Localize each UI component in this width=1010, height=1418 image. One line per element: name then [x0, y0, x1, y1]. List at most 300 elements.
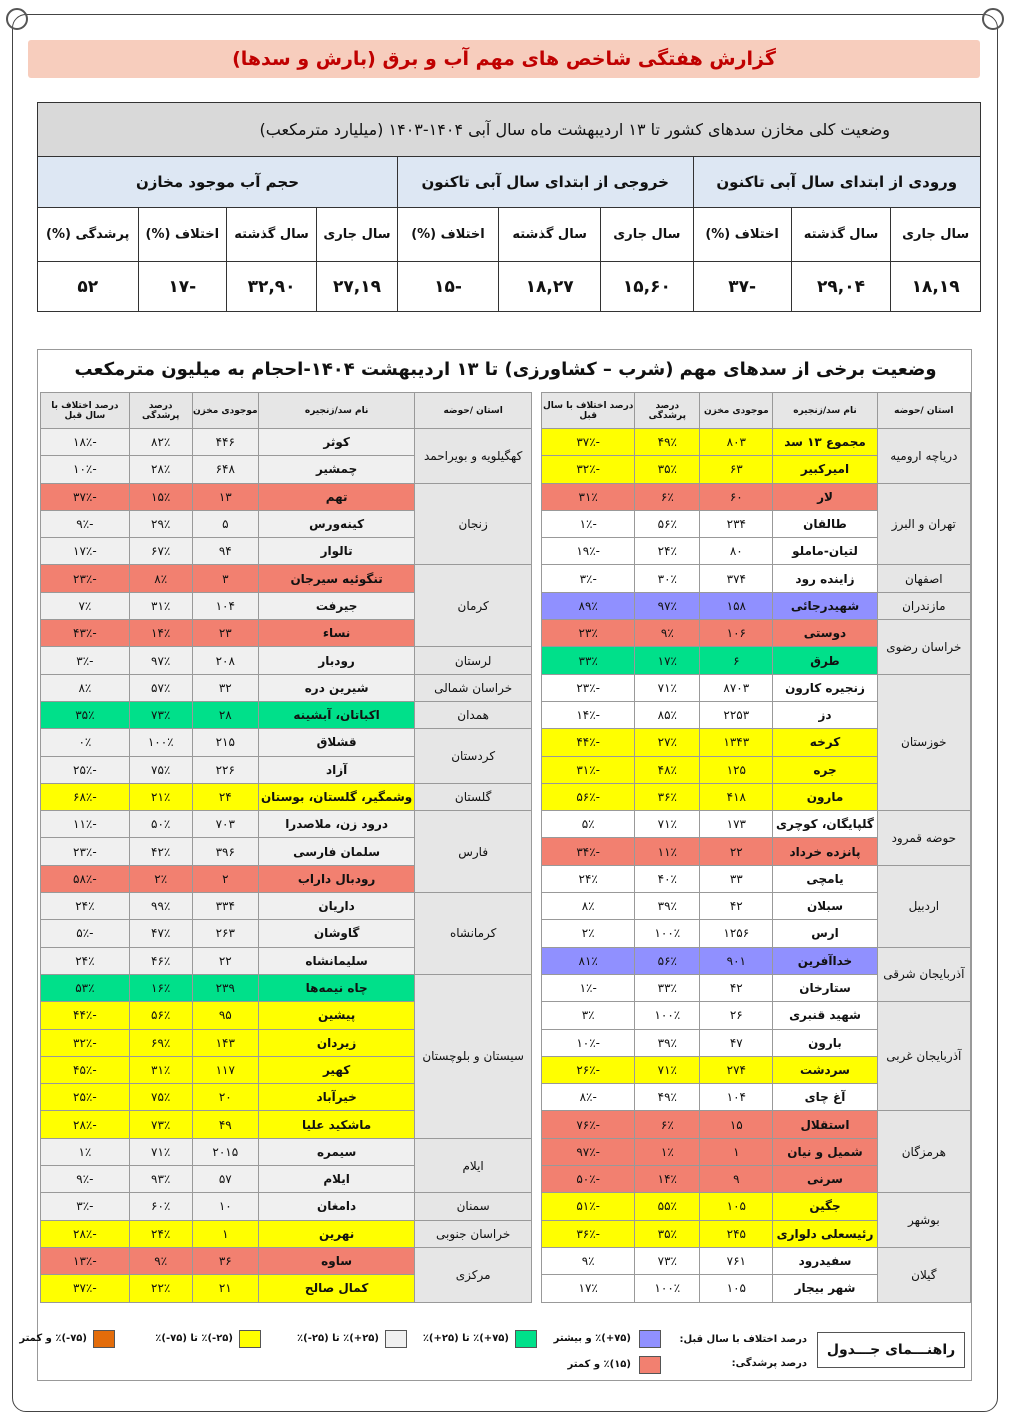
legend-item-4: (۲۵-)٪ تا (۷۵-)٪ [155, 1333, 233, 1344]
column-header: نام سد/زنجیره [773, 393, 877, 429]
table-row [542, 1247, 971, 1274]
diff-cell: -۳۴٪ [542, 838, 635, 865]
dam-name-cell: سرنی [773, 1166, 877, 1193]
diff-cell: ۳٪ [542, 1002, 635, 1029]
diff-cell: -۱٪ [542, 510, 635, 537]
fill-cell: ۳۱٪ [129, 592, 192, 619]
dam-name-cell: کوثر [258, 429, 414, 456]
fill-cell: ۴۶٪ [129, 947, 192, 974]
legend-swatch-orange [93, 1330, 115, 1348]
stock-cell: ۴۲ [700, 893, 773, 920]
stock-cell: ۴۱۸ [700, 783, 773, 810]
table-row [542, 811, 971, 838]
dam-name-cell: قشلاق [258, 729, 414, 756]
dam-name-cell: خداآفرین [773, 947, 877, 974]
fill-cell: ۴۰٪ [635, 865, 700, 892]
dam-name-cell: دوستی [773, 620, 877, 647]
corner-ornament-icon [982, 8, 1004, 30]
stock-cell: ۷۰۳ [192, 811, 258, 838]
legend-swatch-red [639, 1356, 661, 1374]
dam-name-cell: استقلال [773, 1111, 877, 1138]
fill-cell: ۴۹٪ [635, 429, 700, 456]
stock-cell: ۹۰۱ [700, 947, 773, 974]
stock-cell: ۱۰ [192, 1193, 258, 1220]
diff-cell: -۱۷٪ [41, 538, 130, 565]
dam-name-cell: گاوشان [258, 920, 414, 947]
fill-cell: ۱٪ [635, 1138, 700, 1165]
stock-cell: ۲۴ [192, 783, 258, 810]
summary-value: -۳۷ [693, 262, 791, 312]
summary-subheader: اختلاف (%) [138, 208, 227, 262]
diff-cell: ۲۳٪ [542, 620, 635, 647]
province-cell: لرستان [415, 647, 532, 674]
table-row [542, 429, 971, 456]
fill-cell: ۴۷٪ [129, 920, 192, 947]
stock-cell: ۲۲ [700, 838, 773, 865]
dam-name-cell: شیرین دره [258, 674, 414, 701]
group-inflow: ورودی از ابتدای سال آبی تاکنون [693, 157, 981, 208]
fill-cell: ۱۰۰٪ [635, 920, 700, 947]
province-cell: همدان [415, 701, 532, 728]
diff-cell: ۸۱٪ [542, 947, 635, 974]
column-header: استان /حوضه [877, 393, 970, 429]
fill-cell: ۶۷٪ [129, 538, 192, 565]
fill-cell: ۷۳٪ [129, 1111, 192, 1138]
stock-cell: ۱ [192, 1220, 258, 1247]
stock-cell: ۲۲ [192, 947, 258, 974]
dam-name-cell: دز [773, 701, 877, 728]
legend-item-6: (۱۵)٪ و کمتر [567, 1359, 631, 1370]
stock-cell: ۴۲ [700, 974, 773, 1001]
stock-cell: ۹ [700, 1166, 773, 1193]
table-row [41, 429, 532, 456]
province-cell: اردبیل [877, 865, 970, 947]
table-row [41, 1138, 532, 1165]
dam-name-cell: پیشین [258, 1002, 414, 1029]
fill-cell: ۲۸٪ [129, 456, 192, 483]
diff-cell: -۳۱٪ [542, 756, 635, 783]
fill-cell: ۶٪ [635, 1111, 700, 1138]
diff-cell: ۸٪ [542, 893, 635, 920]
dam-name-cell: کمال صالح [258, 1275, 414, 1302]
legend-item-2: (۷۵+)٪ تا (۲۵+)٪ [422, 1333, 509, 1344]
stock-cell: ۶۴۸ [192, 456, 258, 483]
column-header: درصد پرشدگی [635, 393, 700, 429]
fill-cell: ۱۴٪ [635, 1166, 700, 1193]
stock-cell: ۱۰۴ [700, 1084, 773, 1111]
diff-cell: -۲۳٪ [41, 838, 130, 865]
province-cell: کرمان [415, 565, 532, 647]
fill-cell: ۲۴٪ [635, 538, 700, 565]
fill-cell: ۶۰٪ [129, 1193, 192, 1220]
fill-cell: ۱۱٪ [635, 838, 700, 865]
stock-cell: ۲ [192, 865, 258, 892]
dam-name-cell: چمشیر [258, 456, 414, 483]
fill-cell: ۹۹٪ [129, 893, 192, 920]
summary-subheader: اختلاف (%) [397, 208, 498, 262]
legend-swatch-green [515, 1330, 537, 1348]
fill-cell: ۹٪ [129, 1247, 192, 1274]
dam-name-cell: جگین [773, 1193, 877, 1220]
diff-cell: -۱۹٪ [542, 538, 635, 565]
stock-cell: ۱۲۵۶ [700, 920, 773, 947]
diff-cell: ۱٪ [41, 1138, 130, 1165]
diff-cell: ۸۹٪ [542, 592, 635, 619]
fill-cell: ۲۱٪ [129, 783, 192, 810]
stock-cell: ۲۲۵۳ [700, 701, 773, 728]
diff-cell: -۳٪ [542, 565, 635, 592]
dam-name-cell: زیردان [258, 1029, 414, 1056]
province-cell: گیلان [877, 1247, 970, 1302]
dams-table-left [40, 392, 532, 1303]
province-cell: کردستان [415, 729, 532, 784]
summary-value: ۲۹,۰۴ [791, 262, 891, 312]
group-outflow: خروجی از ابتدای سال آبی تاکنون [397, 157, 693, 208]
diff-cell: ۷٪ [41, 592, 130, 619]
column-header: درصد پرشدگی [129, 393, 192, 429]
stock-cell: ۸۰ [700, 538, 773, 565]
fill-cell: ۲۴٪ [129, 1220, 192, 1247]
stock-cell: ۸۷۰۳ [700, 674, 773, 701]
dam-name-cell: جیرفت [258, 592, 414, 619]
diff-cell: -۹٪ [41, 1166, 130, 1193]
dam-name-cell: نهرین [258, 1220, 414, 1247]
dams-title: وضعیت برخی از سدهای مهم (شرب – کشاورزی) تا ۱۳ اردیبهشت ۱۴۰۴-احجام به میلیون مترمکعب [74, 358, 937, 380]
province-cell: تهران و البرز [877, 483, 970, 565]
summary-value: -۱۵ [397, 262, 498, 312]
diff-cell: -۲۳٪ [542, 674, 635, 701]
diff-cell: -۲۸٪ [41, 1220, 130, 1247]
diff-cell: -۵۱٪ [542, 1193, 635, 1220]
dam-name-cell: تنگوئیه سیرجان [258, 565, 414, 592]
fill-cell: ۷۱٪ [129, 1138, 192, 1165]
group-storage: حجم آب موجود مخازن [38, 157, 398, 208]
dam-name-cell: داریان [258, 893, 414, 920]
stock-cell: ۲۷۴ [700, 1056, 773, 1083]
stock-cell: ۱۷۳ [700, 811, 773, 838]
diff-cell: -۶۸٪ [41, 783, 130, 810]
province-cell: هرمزگان [877, 1111, 970, 1193]
fill-cell: ۳۵٪ [635, 456, 700, 483]
dams-table-right [541, 392, 971, 1303]
province-cell: آذربایجان غربی [877, 1002, 970, 1111]
diff-cell: ۳۱٪ [542, 483, 635, 510]
corner-ornament-icon [6, 8, 28, 30]
summary-value: ۵۲ [38, 262, 139, 312]
table-row [41, 811, 532, 838]
dam-name-cell: رودبال داراب [258, 865, 414, 892]
dam-name-cell: چاه نیمه‌ها [258, 974, 414, 1001]
column-header: استان /حوضه [415, 393, 532, 429]
diff-cell: ۲۴٪ [41, 947, 130, 974]
diff-cell: -۳٪ [41, 647, 130, 674]
diff-cell: -۴۳٪ [41, 620, 130, 647]
dam-name-cell: امیرکبیر [773, 456, 877, 483]
fill-cell: ۲۷٪ [635, 729, 700, 756]
stock-cell: ۱۱۷ [192, 1056, 258, 1083]
province-cell: خوزستان [877, 674, 970, 810]
fill-cell: ۹۳٪ [129, 1166, 192, 1193]
dam-name-cell: کرخه [773, 729, 877, 756]
dam-name-cell: ارس [773, 920, 877, 947]
fill-cell: ۵۰٪ [129, 811, 192, 838]
diff-cell: ۹٪ [542, 1247, 635, 1274]
dam-name-cell: لتیان-ماملو [773, 538, 877, 565]
table-row [41, 483, 532, 510]
dam-name-cell: سبلان [773, 893, 877, 920]
diff-cell: -۲۶٪ [542, 1056, 635, 1083]
dam-name-cell: وشمگیر، گلستان، بوستان [258, 783, 414, 810]
table-row [542, 592, 971, 619]
diff-cell: ۱۷٪ [542, 1275, 635, 1302]
diff-cell: -۷۶٪ [542, 1111, 635, 1138]
dam-name-cell: لار [773, 483, 877, 510]
legend [19, 1322, 973, 1380]
fill-cell: ۸٪ [129, 565, 192, 592]
stock-cell: ۱۳ [192, 483, 258, 510]
fill-cell: ۴۹٪ [635, 1084, 700, 1111]
province-cell: خراسان رضوی [877, 620, 970, 675]
diff-cell: -۵۶٪ [542, 783, 635, 810]
fill-cell: ۳۰٪ [635, 565, 700, 592]
fill-cell: ۷۱٪ [635, 1056, 700, 1083]
fill-cell: ۷۳٪ [635, 1247, 700, 1274]
dam-name-cell: ماشکید علیا [258, 1111, 414, 1138]
stock-cell: ۱۲۵ [700, 756, 773, 783]
table-row [41, 783, 532, 810]
diff-cell: ۵٪ [542, 811, 635, 838]
diff-cell: ۳۳٪ [542, 647, 635, 674]
fill-cell: ۷۵٪ [129, 756, 192, 783]
table-row [542, 674, 971, 701]
stock-cell: ۳۹۶ [192, 838, 258, 865]
dam-name-cell: مارون [773, 783, 877, 810]
fill-cell: ۵۷٪ [129, 674, 192, 701]
table-row [542, 947, 971, 974]
diff-cell: -۵۸٪ [41, 865, 130, 892]
dam-name-cell: طرق [773, 647, 877, 674]
stock-cell: ۶۰ [700, 483, 773, 510]
table-row [41, 893, 532, 920]
table-row [41, 1193, 532, 1220]
stock-cell: ۴۷ [700, 1029, 773, 1056]
column-header: موجودی مخزن [700, 393, 773, 429]
diff-cell: -۴۴٪ [542, 729, 635, 756]
stock-cell: ۳۷۴ [700, 565, 773, 592]
summary-subheader: سال گذشته [498, 208, 600, 262]
fill-cell: ۲۲٪ [129, 1275, 192, 1302]
diff-cell: ۳۵٪ [41, 701, 130, 728]
stock-cell: ۱۰۴ [192, 592, 258, 619]
stock-cell: ۲۸ [192, 701, 258, 728]
fill-cell: ۱۰۰٪ [635, 1275, 700, 1302]
dam-name-cell: شهر بیجار [773, 1275, 877, 1302]
dam-name-cell: سلمان فارسی [258, 838, 414, 865]
dam-name-cell: ساوه [258, 1247, 414, 1274]
dam-name-cell: شهید قنبری [773, 1002, 877, 1029]
dam-name-cell: پانزده خرداد [773, 838, 877, 865]
stock-cell: ۲۰ [192, 1084, 258, 1111]
diff-cell: -۱٪ [542, 974, 635, 1001]
stock-cell: ۱۰۵ [700, 1193, 773, 1220]
fill-cell: ۸۲٪ [129, 429, 192, 456]
diff-cell: -۳۲٪ [41, 1029, 130, 1056]
table-row [41, 974, 532, 1001]
fill-cell: ۹۷٪ [129, 647, 192, 674]
stock-cell: ۱۵ [700, 1111, 773, 1138]
diff-cell: -۱۴٪ [542, 701, 635, 728]
stock-cell: ۱۵۸ [700, 592, 773, 619]
stock-cell: ۳۳ [700, 865, 773, 892]
diff-cell: -۱۰٪ [41, 456, 130, 483]
stock-cell: ۵۷ [192, 1166, 258, 1193]
column-header: نام سد/زنجیره [258, 393, 414, 429]
province-cell: بوشهر [877, 1193, 970, 1248]
stock-cell: ۲۳۹ [192, 974, 258, 1001]
legend-key-label: راهنـــمای جـــدول [817, 1332, 965, 1368]
dam-name-cell: یامچی [773, 865, 877, 892]
dam-name-cell: کینه‌ورس [258, 510, 414, 537]
dam-name-cell: سفیدرود [773, 1247, 877, 1274]
dam-name-cell: زاینده رود [773, 565, 877, 592]
stock-cell: ۲۴۵ [700, 1220, 773, 1247]
fill-cell: ۷۵٪ [129, 1084, 192, 1111]
dam-name-cell: تالوار [258, 538, 414, 565]
dam-name-cell: نساء [258, 620, 414, 647]
dam-name-cell: ایلام [258, 1166, 414, 1193]
diff-cell: -۴۴٪ [41, 1002, 130, 1029]
diff-cell: -۳۷٪ [41, 1275, 130, 1302]
stock-cell: ۲۲۶ [192, 756, 258, 783]
diff-cell: -۲۵٪ [41, 1084, 130, 1111]
fill-cell: ۳۵٪ [635, 1220, 700, 1247]
diff-cell: -۱۸٪ [41, 429, 130, 456]
table-row [542, 1193, 971, 1220]
fill-cell: ۱۴٪ [129, 620, 192, 647]
stock-cell: ۲۶۳ [192, 920, 258, 947]
dam-name-cell: درود زن، ملاصدرا [258, 811, 414, 838]
legend-swatch-yellow [239, 1330, 261, 1348]
diff-cell: ۲٪ [542, 920, 635, 947]
stock-cell: ۲۳۴ [700, 510, 773, 537]
fill-cell: ۱۰۰٪ [129, 729, 192, 756]
dam-name-cell: آزاد [258, 756, 414, 783]
fill-cell: ۱۵٪ [129, 483, 192, 510]
stock-cell: ۲۶ [700, 1002, 773, 1029]
province-cell: ایلام [415, 1138, 532, 1193]
table-row [542, 483, 971, 510]
fill-cell: ۶۹٪ [129, 1029, 192, 1056]
fill-cell: ۳۱٪ [129, 1056, 192, 1083]
diff-cell: -۲۳٪ [41, 565, 130, 592]
province-cell: کهگیلویه و بویراحمد [415, 429, 532, 484]
stock-cell: ۹۴ [192, 538, 258, 565]
dam-name-cell: زنجیره کارون [773, 674, 877, 701]
province-cell: سیستان و بلوچستان [415, 974, 532, 1138]
summary-subheader: پرشدگی (%) [38, 208, 139, 262]
fill-cell: ۱۰۰٪ [635, 1002, 700, 1029]
diff-cell: -۲۸٪ [41, 1111, 130, 1138]
table-row [542, 620, 971, 647]
diff-cell: -۸٪ [542, 1084, 635, 1111]
table-row [41, 729, 532, 756]
summary-table [37, 102, 981, 312]
fill-cell: ۳۹٪ [635, 1029, 700, 1056]
province-cell: گلستان [415, 783, 532, 810]
stock-cell: ۵ [192, 510, 258, 537]
column-header: درصد اختلاف با سال قبل [542, 393, 635, 429]
summary-value: ۱۸,۲۷ [498, 262, 600, 312]
stock-cell: ۲۰۱۵ [192, 1138, 258, 1165]
legend-item-3: (۲۵+)٪ تا (۲۵-)٪ [297, 1333, 379, 1344]
dam-name-cell: تهم [258, 483, 414, 510]
diff-cell: ۰٪ [41, 729, 130, 756]
province-cell: فارس [415, 811, 532, 893]
stock-cell: ۱۳۴۳ [700, 729, 773, 756]
summary-value: ۲۷,۱۹ [316, 262, 397, 312]
dam-name-cell: بارون [773, 1029, 877, 1056]
diff-cell: -۵٪ [41, 920, 130, 947]
stock-cell: ۶۳ [700, 456, 773, 483]
province-cell: خراسان شمالی [415, 674, 532, 701]
dam-name-cell: مجموع ۱۳ سد [773, 429, 877, 456]
stock-cell: ۷۶۱ [700, 1247, 773, 1274]
summary-subheader: اختلاف (%) [693, 208, 791, 262]
dam-name-cell: اکباتان، آبشینه [258, 701, 414, 728]
dams-section [19, 349, 972, 1381]
province-cell: سمنان [415, 1193, 532, 1220]
diff-cell: -۹۷٪ [542, 1138, 635, 1165]
stock-cell: ۲۳ [192, 620, 258, 647]
summary-subheader: سال گذشته [227, 208, 317, 262]
fill-cell: ۶٪ [635, 483, 700, 510]
province-cell: اصفهان [877, 565, 970, 592]
table-row [41, 1247, 532, 1274]
fill-cell: ۴۲٪ [129, 838, 192, 865]
table-row [41, 647, 532, 674]
diff-cell: -۱۰٪ [542, 1029, 635, 1056]
province-cell: دریاچه ارومیه [877, 429, 970, 484]
stock-cell: ۳ [192, 565, 258, 592]
diff-cell: -۲۵٪ [41, 756, 130, 783]
legend-swatch-purple [639, 1330, 661, 1348]
stock-cell: ۶ [700, 647, 773, 674]
stock-cell: ۸۰۳ [700, 429, 773, 456]
legend-fill-label: درصد پرشدگی: [731, 1358, 807, 1369]
summary-value: ۱۵,۶۰ [601, 262, 693, 312]
legend-swatch-gray [385, 1330, 407, 1348]
province-cell: خراسان جنوبی [415, 1220, 532, 1247]
diff-cell: ۲۴٪ [41, 893, 130, 920]
fill-cell: ۹٪ [635, 620, 700, 647]
summary-subheader: سال جاری [601, 208, 693, 262]
fill-cell: ۱۶٪ [129, 974, 192, 1001]
table-row [41, 565, 532, 592]
fill-cell: ۵۶٪ [129, 1002, 192, 1029]
diff-cell: ۲۴٪ [542, 865, 635, 892]
table-row [41, 1220, 532, 1247]
stock-cell: ۲۱۵ [192, 729, 258, 756]
fill-cell: ۷۱٪ [635, 811, 700, 838]
dam-name-cell: طالقان [773, 510, 877, 537]
fill-cell: ۷۳٪ [129, 701, 192, 728]
table-row [41, 674, 532, 701]
summary-value: -۱۷ [138, 262, 227, 312]
dam-name-cell: رودبار [258, 647, 414, 674]
table-row [542, 1111, 971, 1138]
diff-cell: -۳٪ [41, 1193, 130, 1220]
table-row [542, 565, 971, 592]
